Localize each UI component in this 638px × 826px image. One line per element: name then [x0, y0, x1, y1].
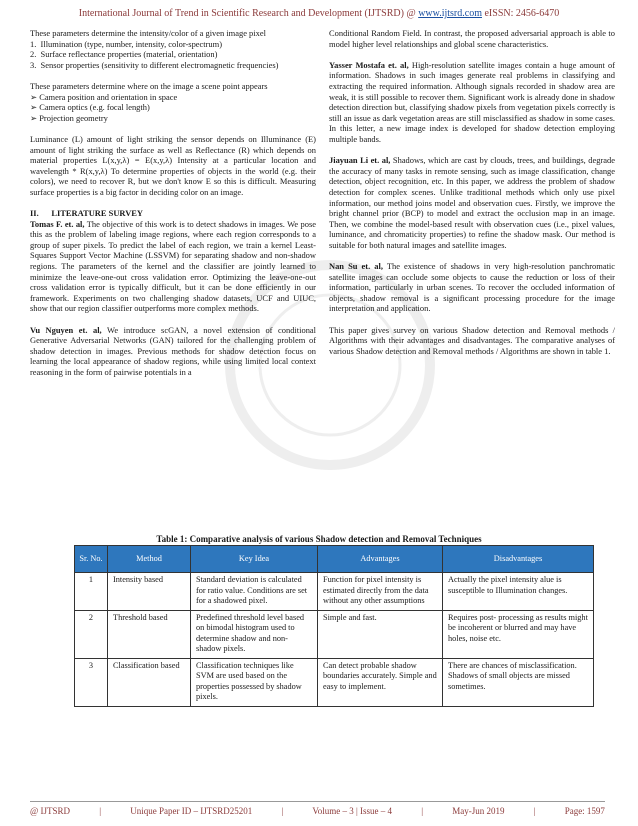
comparison-table	[74, 545, 594, 707]
section-heading: II. LITERATURE SURVEY	[30, 208, 144, 219]
header-cell: Key Idea	[191, 546, 318, 573]
arrow-bullet-icon: ➢	[30, 91, 38, 102]
footer-separator: |	[421, 806, 424, 816]
table-cell: Threshold based	[108, 610, 191, 658]
footer-journal: @ IJTSRD	[30, 806, 71, 816]
footer-separator: |	[281, 806, 284, 816]
running-footer	[30, 806, 605, 816]
header-cell: Advantages	[318, 546, 443, 573]
paragraph: These parameters determine where on the image a scene point appears	[30, 80, 268, 91]
table-cell: Simple and fast.	[318, 610, 443, 658]
table-cell: 3	[75, 658, 108, 706]
table-caption: Table 1: Comparative analysis of various Shadow detection and Removal Techniques	[156, 534, 482, 544]
arrow-bullet-icon: ➢	[30, 112, 38, 123]
list-item: ➢ Projection geometry	[30, 112, 108, 123]
paragraph: Conditional Random Field. In contrast, the proposed adversarial approach is able to model higher level relationships and global scene characteristics.	[329, 28, 615, 49]
numbered-list	[30, 39, 316, 71]
arrow-bullet-icon: ➢	[30, 102, 38, 113]
list-item: 2. Surface reflectance properties (material, orientation)	[30, 49, 218, 60]
header-cell: Method	[108, 546, 191, 573]
table-cell: Intensity based	[108, 573, 191, 611]
paragraph: Nan Su et. al, The existence of shadows in very high-resolution panchromatic satellite images can occlude some objects to cause the reduction or loss of their information, particularly in urban scenes. To recover the occluded information of objects, shadow removal is a significant processing procedure for the image interpretation and application.	[329, 261, 615, 314]
list-item: 1. Illumination (type, number, intensity, color-spectrum)	[30, 38, 223, 49]
list-item: ➢ Camera optics (e.g. focal length)	[30, 102, 150, 113]
paragraph: Tomas F. et. al, The objective of this work is to detect shadows in images. We pose this as the problem of labeling image regions, where each region corresponds to a group of super pixels. To predict the label of each region, we train a kernel Least-Squares Support Vector Machine (LSSVM) for separating shadow and non-shadow regions. The parameters of the kernel and the classifier are jointly learned to minimize the leave-one-out cross validation error. Optimizing the leave-one-out cross validation error is typically difficult, but it can be done efficiently in our framework. Experiments on two challenging shadow datasets, UCF and UIUC, show that our region classifier outperforms more complex methods.	[30, 218, 316, 314]
table-cell: 1	[75, 573, 108, 611]
list-item: ➢ Camera position and orientation in space	[30, 91, 178, 102]
table-cell: 2	[75, 610, 108, 658]
table-cell: Predefined threshold level based on bimodal histogram used to determine shadow and non-shadow pixels.	[191, 610, 318, 658]
paragraph: This paper gives survey on various Shadow detection and Removal methods / Algorithms with their advantages and disadvantages. The comparative analyses of various Shadow detection and Removal methods / Algorithms are shown in table 1.	[329, 324, 615, 356]
table-row	[75, 610, 594, 658]
table-row	[75, 573, 594, 611]
table-cell: Requires post- processing as results might be incoherent or blurred and may have holes, noise etc.	[443, 610, 594, 658]
paragraph: Yasser Mostafa et. al, High-resolution satellite images contain a huge amount of information. Shadows in such images generate real problems in classifying and extracting the required information. Although signals recorded in shadow area are weak, it is still possible to recover them. Significant work is already done in shadow detection direction but, classifying shadow pixels from vegetation pixels correctly is still an issue as dark vegetation areas are still misclassified as shadow in some cases. In this letter, a new image index is developed for shadow detection employing multiple bands.	[329, 59, 616, 144]
header-link[interactable]: www.ijtsrd.com	[418, 8, 482, 19]
right-column	[329, 28, 615, 367]
footer-date: May-Jun 2019	[452, 806, 505, 816]
table-header-row	[75, 546, 594, 573]
paragraph: These parameters determine the intensity/color of a given image pixel	[30, 28, 266, 38]
table-row	[75, 658, 594, 706]
footer-separator: |	[533, 806, 536, 816]
footer-rule	[30, 801, 605, 802]
header-text: International Journal of Trend in Scientific Research and Development (IJTSRD) @	[78, 8, 416, 19]
table-cell: Standard deviation is calculated for ratio value. Conditions are set for a shadowed pixel.	[191, 573, 318, 611]
table-cell: There are chances of misclassification. Shadows of small objects are missed sometimes.	[443, 658, 594, 706]
table-cell: Actually the pixel intensity alue is susceptible to Illumination changes.	[443, 573, 594, 611]
table-cell: Function for pixel intensity is estimated directly from the data without any other assumptions	[318, 573, 443, 611]
paragraph: Luminance (L) amount of light striking the sensor depends on Illuminance (E) amount of light striking the surface as well as Reflectance (R) which depends on material properties L(x,y,λ) = E(x,y,λ) Intensity at a particular location and wavelength * R(x,y,λ) To determine properties of objects in the world (e.g. their colors), we need to recover R, but we don't know E so this is difficult. Measuring surface properties is a big factor in deciding color on an image.	[30, 133, 316, 197]
footer-page: Page: 1597	[564, 806, 605, 816]
paragraph: Vu Nguyen et. al, We introduce scGAN, a novel extension of conditional Generative Adversarial Networks (GAN) tailored for the challenging problem of shadow detection in images. Previous methods for shadow detection focus on learning the local appearance of shadow regions, while using limited local context reasoning in the form of pairwise potentials in a	[30, 324, 316, 377]
footer-paper-id: Unique Paper ID – IJTSRD25201	[130, 806, 253, 816]
header-cell: Disadvantages	[443, 546, 594, 573]
table-cell: Can detect probable shadow boundaries accurately. Simple and easy to implement.	[318, 658, 443, 706]
left-column	[30, 28, 316, 388]
paragraph: Jiayuan Li et. al, Shadows, which are cast by clouds, trees, and buildings, degrade the accuracy of many tasks in remote sensing, such as image classification, change detection, object recognition, etc. In this paper, we address the problem of shadow detection for complex scenes. Unlike traditional methods which only use pixel information, our method joins model and observation cues. Firstly, we improve the bright channel prior (BCP) to model and extract the occlusion map in an image. Then, we combine the model-based result with observation cues (i.e., pixel values, luminance, and chromaticity properties) to refine the shadow mask. Our method is suitable for both natural images and satellite images.	[329, 155, 615, 250]
list-item: 3. Sensor properties (sensitivity to different electromagnetic frequencies)	[30, 59, 279, 70]
running-header	[0, 8, 638, 19]
bullet-list	[30, 92, 316, 124]
header-issn: eISSN: 2456-6470	[484, 8, 560, 19]
footer-separator: |	[99, 806, 102, 816]
footer-volume: Volume – 3 | Issue – 4	[312, 806, 393, 816]
table-cell: Classification based	[108, 658, 191, 706]
table-cell: Classification techniques like SVM are used based on the properties possessed by shadow pixels.	[191, 658, 318, 706]
header-cell: Sr. No.	[75, 546, 108, 573]
